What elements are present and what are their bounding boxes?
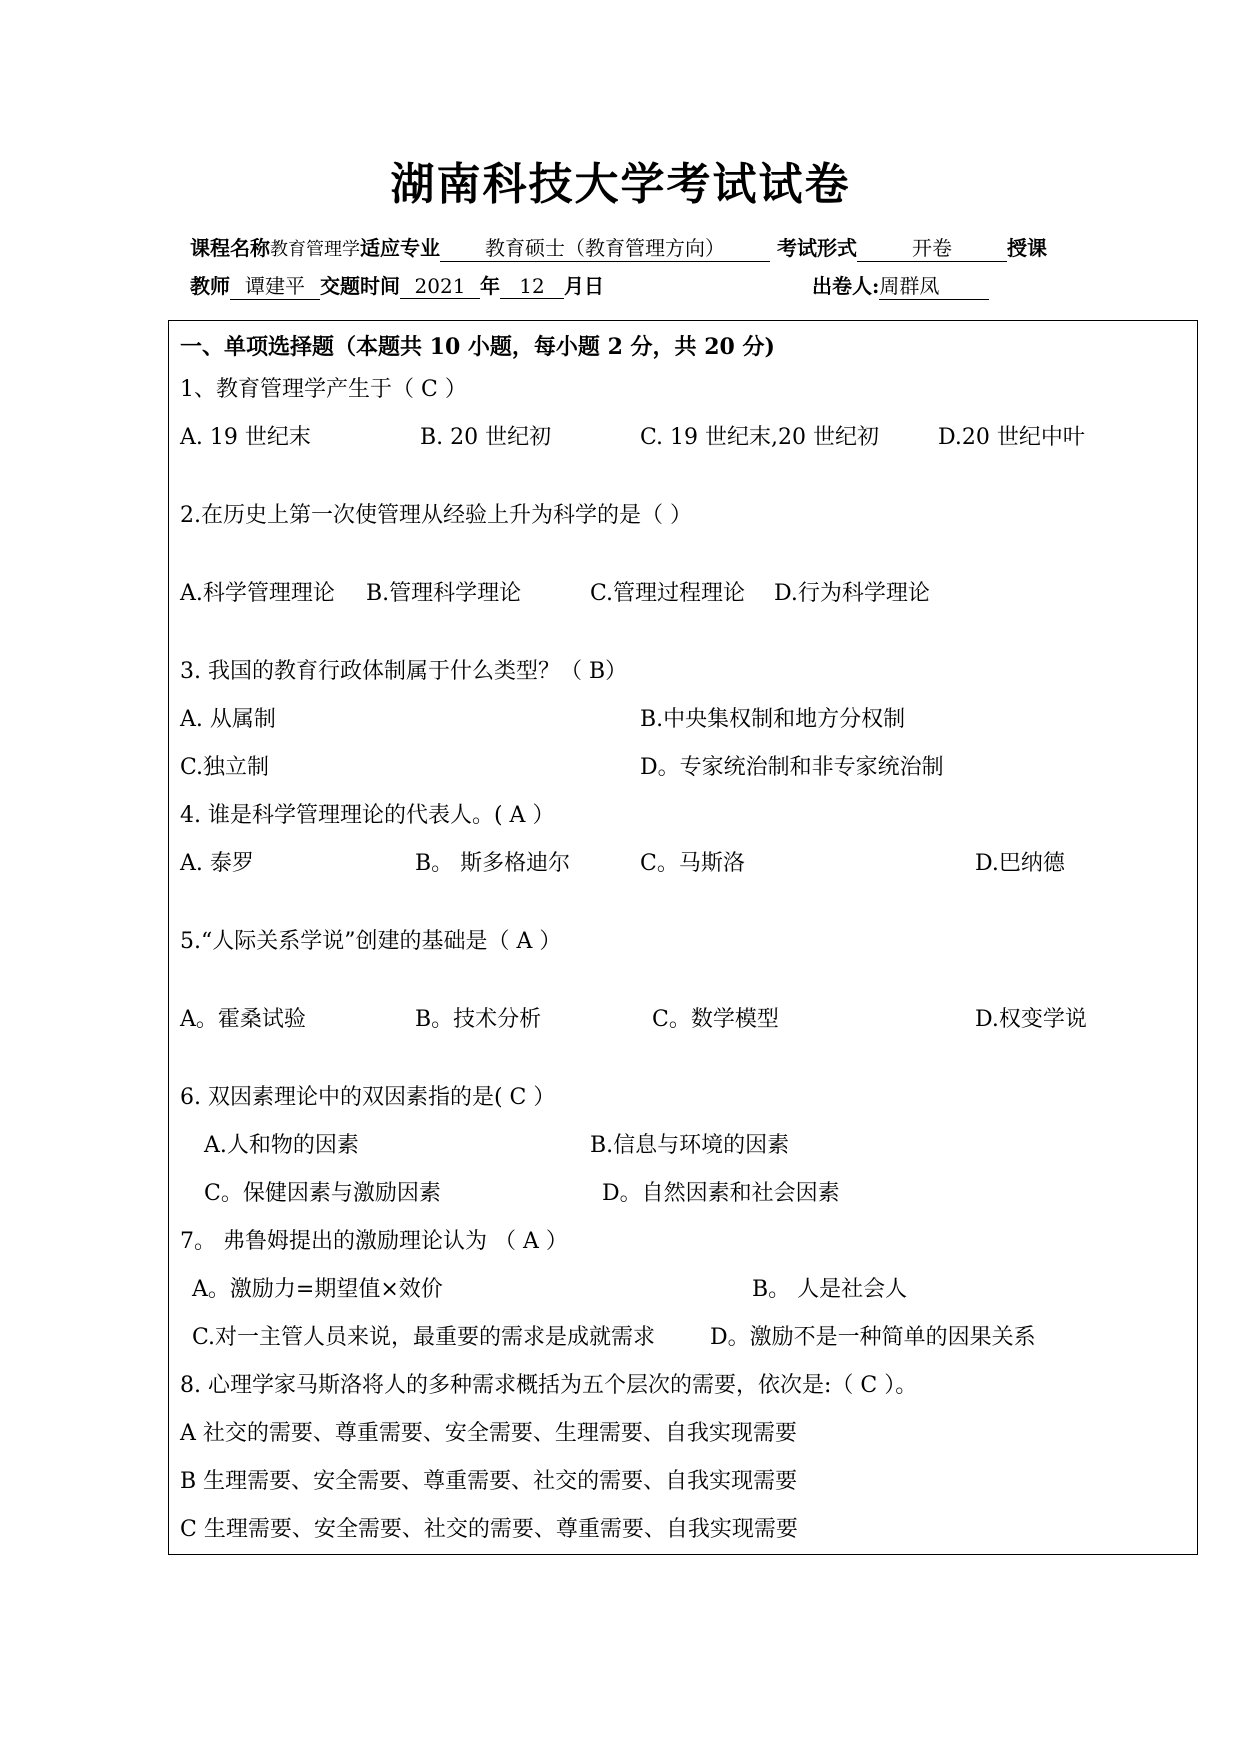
q6-option-b: B.信息与环境的因素 <box>590 1133 790 1158</box>
q5-option-b: B。技术分析 <box>415 1007 542 1032</box>
teacher-label-2: 教师 <box>190 274 230 298</box>
q5-option-c: C。数学模型 <box>652 1007 779 1032</box>
year-value: 2021 <box>400 274 480 299</box>
question-8: 8. 心理学家马斯洛将人的多种需求概括为五个层次的需要，依次是:（ C ）。 <box>180 1373 918 1398</box>
q1-option-c: C. 19 世纪末,20 世纪初 <box>640 425 880 450</box>
q6-option-d: D。自然因素和社会因素 <box>602 1181 840 1206</box>
q3-option-d: D。专家统治制和非专家统治制 <box>640 755 944 780</box>
month-value: 12 <box>500 274 564 299</box>
q1-option-a: A. 19 世纪末 <box>180 425 311 450</box>
q7-option-a: A。激励力=期望值×效价 <box>192 1277 443 1302</box>
course-value: 教育管理学 <box>270 239 360 260</box>
form-label: 考试形式 <box>776 236 857 260</box>
q4-option-b: B。 斯多格迪尔 <box>415 851 571 876</box>
question-2: 2.在历史上第一次使管理从经验上升为科学的是（ ） <box>180 503 692 528</box>
question-5: 5.“人际关系学说”创建的基础是（ A ） <box>180 929 562 954</box>
question-7: 7。 弗鲁姆提出的激励理论认为 （ A ） <box>180 1229 568 1254</box>
q3-option-b: B.中央集权制和地方分权制 <box>640 707 906 732</box>
teacher-label-1: 授课 <box>1006 236 1047 260</box>
q2-option-d: D.行为科学理论 <box>774 581 930 606</box>
q7-option-b: B。 人是社会人 <box>752 1277 908 1302</box>
q3-option-a: A. 从属制 <box>180 707 276 732</box>
q1-option-b: B. 20 世纪初 <box>420 425 552 450</box>
header-line-2 <box>190 270 604 300</box>
q2-option-c: C.管理过程理论 <box>590 581 746 606</box>
month-label: 月日 <box>564 274 604 298</box>
header-line-1 <box>190 232 1047 262</box>
teacher-value: 谭建平 <box>230 270 320 300</box>
question-3: 3. 我国的教育行政体制属于什么类型？（ B） <box>180 659 628 684</box>
q1-option-d: D.20 世纪中叶 <box>938 425 1085 450</box>
exam-title: 湖南科技大学考试试卷 <box>390 159 851 210</box>
q5-option-d: D.权变学说 <box>975 1007 1087 1032</box>
question-1: 1、教育管理学产生于（ C ） <box>180 377 467 402</box>
q5-option-a: A。霍桑试验 <box>180 1007 306 1032</box>
course-label: 课程名称 <box>190 236 270 260</box>
q2-option-a: A.科学管理理论 <box>180 581 335 606</box>
section-heading: 一、单项选择题（本题共 10 小题，每小题 2 分，共 20 分) <box>180 334 775 360</box>
q8-option-a: A 社交的需要、尊重需要、安全需要、生理需要、自我实现需要 <box>180 1421 797 1446</box>
q7-option-c: C.对一主管人员来说，最重要的需求是成就需求 <box>192 1325 656 1350</box>
author-value: 周群凤 <box>879 270 989 300</box>
author-label: 出卷人: <box>812 274 880 298</box>
q6-option-a: A.人和物的因素 <box>204 1133 359 1158</box>
time-label: 交题时间 <box>320 274 400 298</box>
major-value: 教育硕士（教育管理方向） <box>440 232 770 262</box>
question-4: 4. 谁是科学管理理论的代表人。( A ） <box>180 803 555 828</box>
form-value: 开卷 <box>857 232 1007 262</box>
question-6: 6. 双因素理论中的双因素指的是( C ） <box>180 1085 556 1110</box>
q6-option-c: C。保健因素与激励因素 <box>204 1181 441 1206</box>
author-block <box>812 270 989 300</box>
q2-option-b: B.管理科学理论 <box>366 581 522 606</box>
q3-option-c: C.独立制 <box>180 755 270 780</box>
year-label: 年 <box>480 274 500 298</box>
q7-option-d: D。激励不是一种简单的因果关系 <box>710 1325 1036 1350</box>
q4-option-a: A. 泰罗 <box>180 851 254 876</box>
q4-option-d: D.巴纳德 <box>975 851 1065 876</box>
q8-option-c: C 生理需要、安全需要、社交的需要、尊重需要、自我实现需要 <box>180 1517 798 1542</box>
q8-option-b: B 生理需要、安全需要、尊重需要、社交的需要、自我实现需要 <box>180 1469 798 1494</box>
major-label: 适应专业 <box>360 236 440 260</box>
q4-option-c: C。马斯洛 <box>640 851 745 876</box>
